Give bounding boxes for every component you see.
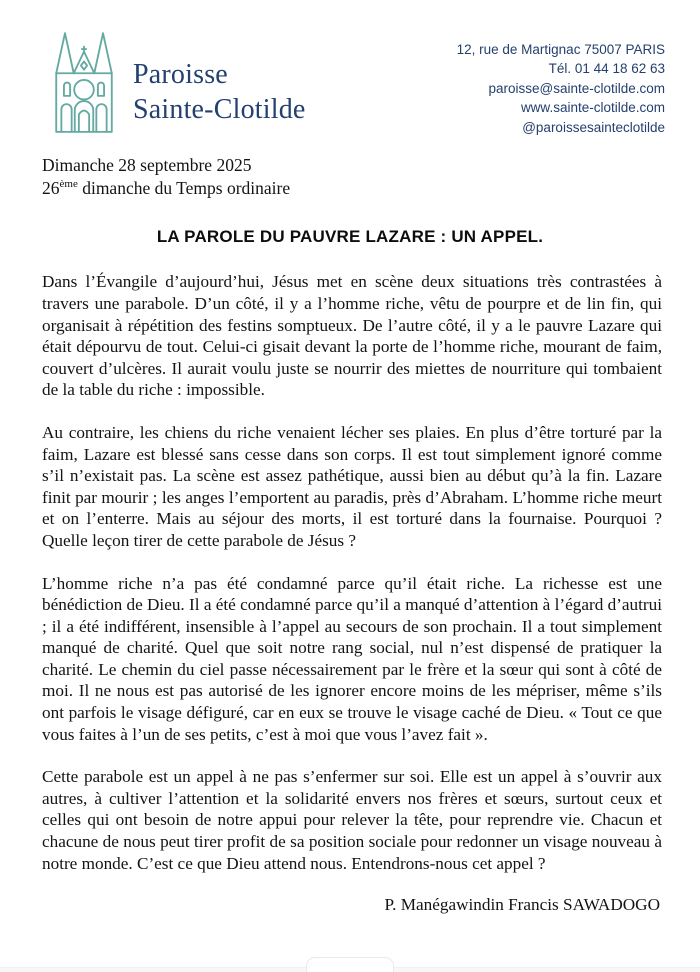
contact-phone: Tél. 01 44 18 62 63 <box>548 61 665 77</box>
paragraph-2: Au contraire, les chiens du riche venaient lécher ses plaies. En plus d’être torturé par la faim, Lazare est blessé sans cesse dans son corps. Il est tout simplement ignoré comme s’il n’existait pas. La scène est assez pathétique, aussi bien au début qu’à la fin. Lazare finit par mourir ; les anges l’emportent au paradis, près d’Abraham. L’homme riche meurt et on l’enterre. Mais au séjour des morts, il est torturé dans la fournaise. Pourquoi ? Quelle leçon tirer de cette parabole de Jésus ? <box>42 422 662 550</box>
contact-address: 12, rue de Martignac 75007 PARIS <box>456 42 665 57</box>
organization-name-line2: Sainte-Clotilde <box>133 94 306 126</box>
signature-line: P. Manégawindin Francis SAWADOGO <box>384 895 660 915</box>
liturgical-day-ordinal-suffix: ème <box>59 178 78 191</box>
organization-name-line1: Paroisse <box>133 59 228 90</box>
liturgical-day-text: dimanche du Temps ordinaire <box>77 178 291 199</box>
document-body <box>0 247 700 874</box>
contact-social-handle: @paroissesainteclotilde <box>522 119 665 135</box>
liturgical-day-line <box>42 177 700 200</box>
church-logo-icon <box>48 28 120 136</box>
paragraph-3: L’homme riche n’a pas été condamné parce qu’il était riche. La richesse est une bénédiction de Dieu. Il a été condamné parce qu’il a manqué d’attention à l’égard d’autrui ; il a été indifférent, insensible à l’appel au secours de son prochain. Il a tout simplement manqué de charité. Quel que soit notre rang social, nul n’est dispensé de pratiquer la charité. Le chemin du ciel passe nécessairement par le frère et la sœur qui sont à côté de moi. Il ne nous est pas autorisé de les ignorer encore moins de les mépriser, même s’ils ont parfois le visage défiguré, car en eux se trouve le visage caché de Dieu. « Tout ce que vous faites à l’un de ses petits, c’est à moi que vous l’avez fait ». <box>42 573 662 744</box>
letterhead <box>0 0 700 137</box>
dateline-block <box>42 154 700 200</box>
document-title: LA PAROLE DU PAUVRE LAZARE : UN APPEL. <box>156 227 544 247</box>
contact-email: paroisse@sainte-clotilde.com <box>488 80 665 96</box>
organization-name <box>133 57 306 128</box>
brand-block <box>48 27 306 136</box>
contact-website: www.sainte-clotilde.com <box>520 100 665 116</box>
date-line: Dimanche 28 septembre 2025 <box>42 155 252 176</box>
paragraph-4: Cette parabole est un appel à ne pas s’enfermer sur soi. Elle est un appel à s’ouvrir aux autres, à cultiver l’attention et la solidarité envers nos frères et sœurs, surtout ceux et celles qui ont besoin de notre appui pour relever la tête, pour reprendre vie. Chacun et chacune de nous peut tirer profit de sa position sociale pour redonner un visage nouveau à notre monde. C’est ce que Dieu attend nous. Entendrons-nous cet appel ? <box>42 767 662 873</box>
liturgical-day-number: 26 <box>42 178 60 199</box>
contact-block <box>457 40 665 137</box>
bottom-sheet-handle[interactable] <box>306 957 394 972</box>
paragraph-1: Dans l’Évangile d’aujourd’hui, Jésus met en scène deux situations très contrastées à travers une parabole. D’un côté, il y a l’homme riche, vêtu de pourpre et de lin fin, qui organisait à répétition des festins somptueux. De l’autre côté, il y a le pauvre Lazare qui était dépourvu de tout. Celui-ci gisait devant la porte de l’homme riche, mourant de faim, couvert d’ulcères. Il aurait voulu juste se nourrir des miettes de nourriture qui tombaient de la table du riche : impossible. <box>42 272 662 400</box>
